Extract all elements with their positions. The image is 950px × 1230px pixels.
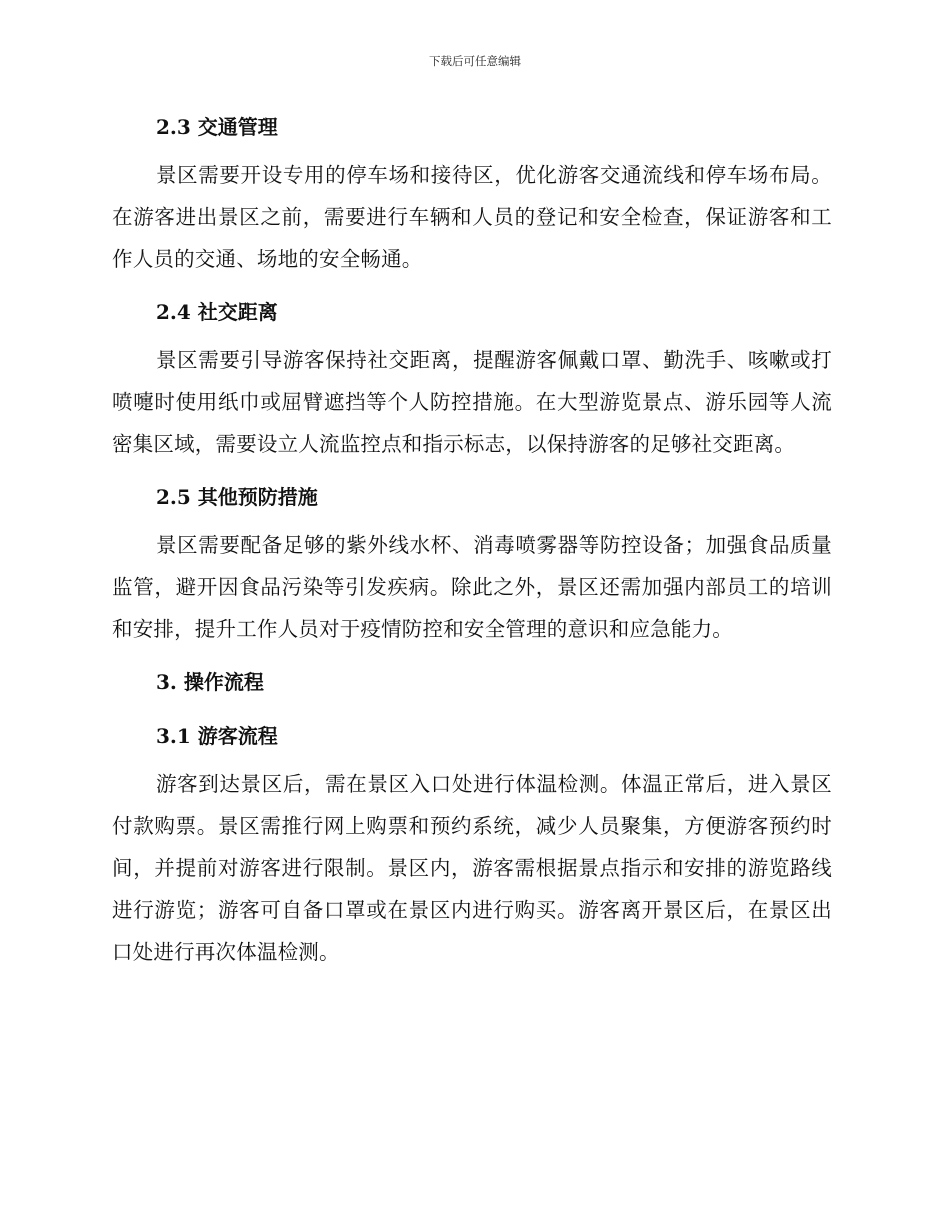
section-heading-2-4: 2.4 社交距离 (156, 300, 278, 324)
section-heading-2-3: 2.3 交通管理 (156, 115, 278, 139)
section-body-2-3: 景区需要开设专用的停车场和接待区，优化游客交通流线和停车场布局。在游客进出景区之前，需要进行车辆和人员的登记和安全检查，保证游客和工作人员的交通、场地的安全畅通。 (112, 163, 832, 271)
section-body-2-5: 景区需要配备足够的紫外线水杯、消毒喷雾器等防控设备；加强食品质量监管，避开因食品污染等引发疾病。除此之外，景区还需加强内部员工的培训和安排，提升工作人员对于疫情防控和安全管理的意识和应急能力。 (112, 533, 832, 641)
document-body (112, 110, 832, 973)
section-heading-2-5: 2.5 其他预防措施 (156, 485, 318, 509)
section-heading-3-1: 3.1 游客流程 (156, 724, 278, 748)
page-header: 下载后可任意编辑 (429, 54, 521, 68)
section-body-2-4: 景区需要引导游客保持社交距离，提醒游客佩戴口罩、勤洗手、咳嗽或打喷嚏时使用纸巾或屈臂遮挡等个人防控措施。在大型游览景点、游乐园等人流密集区域，需要设立人流监控点和指示标志，以保持游客的足够社交距离。 (112, 348, 832, 456)
section-body-3-1: 游客到达景区后，需在景区入口处进行体温检测。体温正常后，进入景区付款购票。景区需推行网上购票和预约系统，减少人员聚集，方便游客预约时间，并提前对游客进行限制。景区内，游客需根据景点指示和安排的游览路线进行游览；游客可自备口罩或在景区内进行购买。游客离开景区后，在景区出口处进行再次体温检测。 (112, 772, 832, 964)
section-heading-3: 3. 操作流程 (156, 670, 264, 694)
